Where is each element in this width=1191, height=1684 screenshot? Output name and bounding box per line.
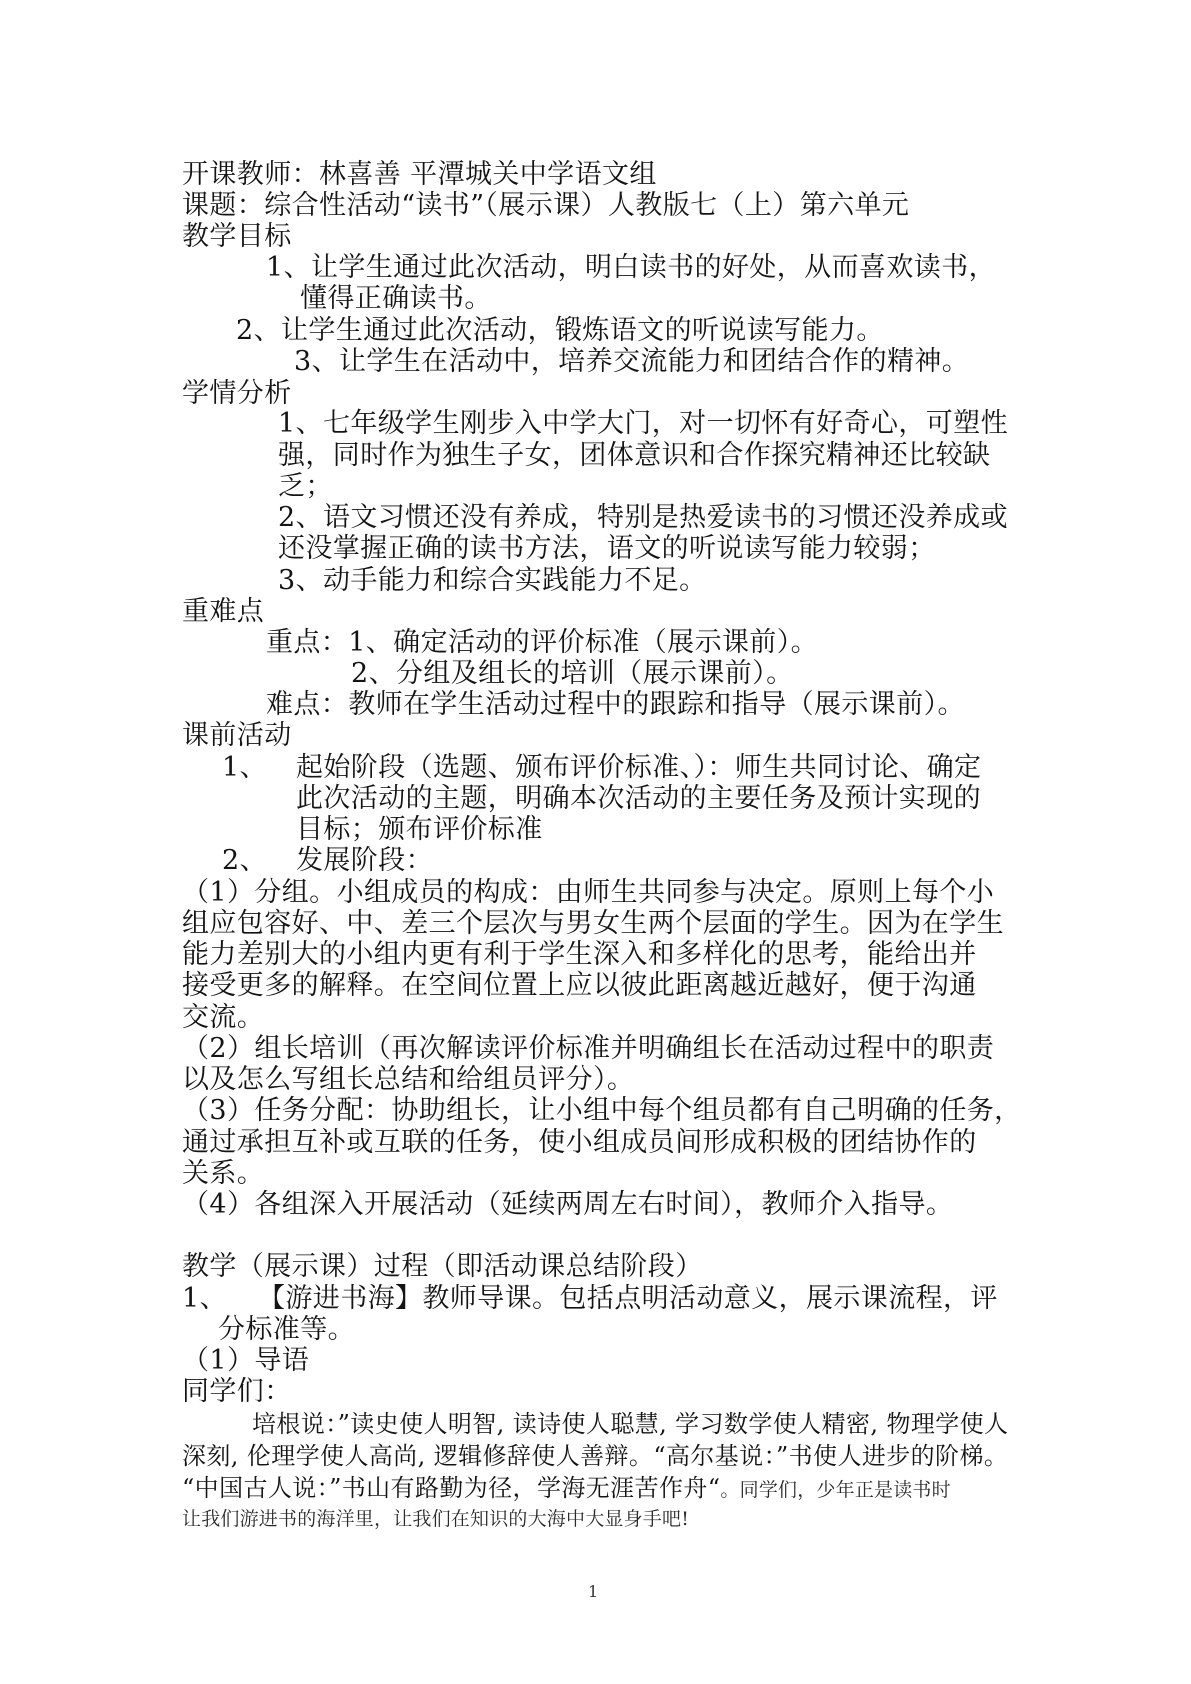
objectives-heading: 教学目标 (182, 221, 292, 252)
analysis-2-cont: 还没掌握正确的读书方法，语文的听说读写能力较弱； (278, 533, 936, 564)
process-heading: 教学（展示课）过程（即活动课总结阶段） (182, 1251, 703, 1282)
process-step-1-number: 1、 (182, 1283, 227, 1314)
task-assign-2: 通过承担互补或互联的任务，使小组成员间形成积极的团结协作的 (182, 1127, 977, 1158)
stage-1-text: 起始阶段（选题、颁布评价标准、）：师生共同讨论、确定 (296, 752, 982, 783)
objective-2: 2、让学生通过此次活动，锻炼语文的听说读写能力。 (236, 315, 884, 346)
objective-1-cont: 懂得正确读书。 (300, 283, 492, 314)
quote-line-4: 让我们游进书的海洋里，让我们在知识的大海中大显身手吧! (182, 1508, 690, 1530)
grouping-line-2: 组应包容好、中、差三个层次与男女生两个层面的学生。因为在学生 (182, 908, 1004, 939)
analysis-2: 2、语文习惯还没有养成，特别是热爱读书的习惯还没养成或 (278, 502, 1008, 533)
process-step-1-cont: 分标准等。 (218, 1314, 355, 1345)
grouping-line-1: （1）分组。小组成员的构成：由师生共同参与决定。原则上每个小 (182, 877, 995, 908)
preclass-heading: 课前活动 (182, 720, 292, 751)
leader-training-1: （2）组长培训（再次解读评价标准并明确组长在活动过程中的职责 (182, 1033, 995, 1064)
quote-line-3-main: “中国古人说：”书山有路勤为径，学海无涯苦作舟“ (182, 1474, 721, 1502)
stage-1-number: 1、 (222, 752, 267, 783)
intro-subheading: （1）导语 (182, 1345, 310, 1376)
leader-training-2: 以及怎么写组长总结和给组员评分）。 (182, 1064, 635, 1095)
topic-line: 课题：综合性活动“读书”（展示课）人教版七（上）第六单元 (182, 190, 910, 221)
analysis-3: 3、动手能力和综合实践能力不足。 (278, 565, 707, 596)
analysis-1-cont: 强，同时作为独生子女，团体意识和合作探究精神还比较缺 (278, 440, 991, 471)
grouping-line-4: 接受更多的解释。在空间位置上应以彼此距离越近越好，便于沟通 (182, 970, 977, 1001)
stage-1-end: 目标；颁布评价标准 (296, 814, 543, 845)
task-assign-3: 关系。 (182, 1158, 265, 1189)
analysis-heading: 学情分析 (182, 378, 292, 409)
task-assign-1: （3）任务分配：协助组长，让小组中每个组员都有自己明确的任务， (182, 1095, 1022, 1126)
difficulty: 难点：教师在学生活动过程中的跟踪和指导（展示课前）。 (266, 689, 965, 720)
objective-3: 3、让学生在活动中，培养交流能力和团结合作的精神。 (294, 346, 970, 377)
quote-line-3-tail: 。同学们，少年正是读书时 (720, 1479, 951, 1501)
keypoint-1: 重点：1、确定活动的评价标准（展示课前）。 (266, 627, 819, 658)
keypoint-2: 2、分组及组长的培训（展示课前）。 (351, 658, 794, 689)
process-step-1-text: 【游进书海】教师导课。包括点明活动意义，展示课流程，评 (258, 1283, 998, 1314)
quote-line-2: 深刻, 伦理学使人高尚, 逻辑修辞使人善辩。“高尔基说：”书使人进步的阶梯。 (182, 1442, 1009, 1470)
keypoints-heading: 重难点 (182, 596, 265, 627)
stage-2-number: 2、 (222, 845, 267, 876)
stage-1-cont: 此次活动的主题，明确本次活动的主要任务及预计实现的 (296, 783, 981, 814)
grouping-line-5: 交流。 (182, 1002, 265, 1033)
grouping-line-3: 能力差别大的小组内更有利于学生深入和多样化的思考，能给出并 (182, 939, 977, 970)
teacher-line: 开课教师：林喜善 平潭城关中学语文组 (182, 159, 657, 190)
activity-line: （4）各组深入开展活动（延续两周左右时间），教师介入指导。 (182, 1189, 954, 1220)
page-number: 1 (588, 1582, 599, 1601)
quote-line-3 (182, 1473, 951, 1503)
stage-2-text: 发展阶段： (296, 845, 433, 876)
greeting: 同学们： (182, 1376, 292, 1407)
objective-1: 1、让学生通过此次活动，明白读书的好处，从而喜欢读书， (266, 252, 996, 283)
analysis-1-end: 乏； (278, 471, 333, 502)
analysis-1: 1、七年级学生刚步入中学大门，对一切怀有好奇心，可塑性 (278, 408, 1008, 439)
quote-line-1: 培根说：”读史使人明智, 读诗使人聪慧, 学习数学使人精密, 物理学使人 (252, 1410, 1009, 1438)
